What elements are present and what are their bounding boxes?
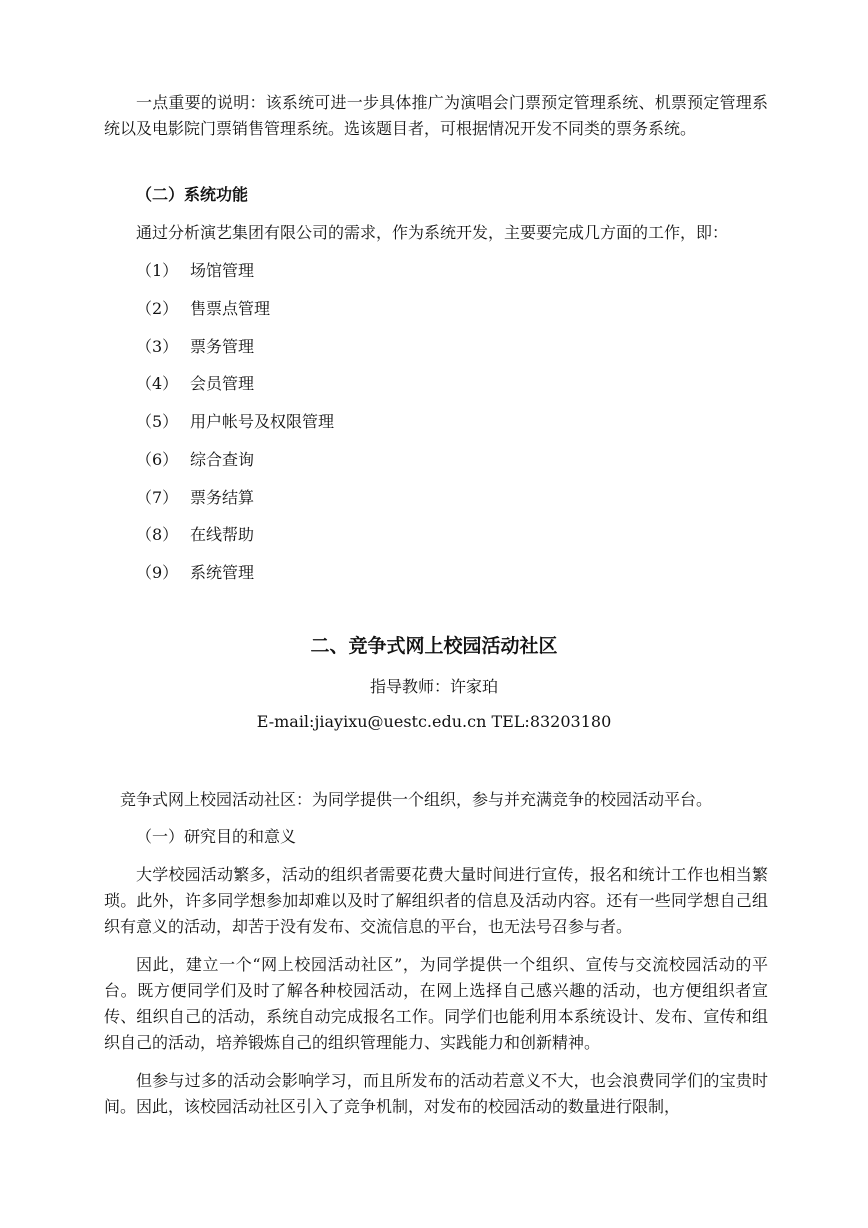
function-item-text: 在线帮助 (190, 525, 255, 544)
project2-paragraph-2: 因此，建立一个“网上校园活动社区”，为同学提供一个组织、宣传与交流校园活动的平台。既方便同学们及时了解各种校园活动，在网上选择自己感兴趣的活动，也方便组织者宣传、组织自己的活动，系统自动完成报名工作。同学们也能利用本系统设计、发布、宣传和组织自己的活动，培养锻炼自己的组织管理能力、实践能力和创新精神。 (104, 955, 768, 1052)
function-item (136, 334, 254, 360)
function-item (136, 258, 254, 284)
function-item (136, 371, 254, 397)
function-item-text: 场馆管理 (190, 261, 255, 280)
function-item (136, 296, 270, 322)
function-item-number: （9） (136, 563, 179, 582)
intro-note-paragraph: 一点重要的说明：该系统可进一步具体推广为演唱会门票预定管理系统、机票预定管理系统以及电影院门票销售管理系统。选该题目者，可根据情况开发不同类的票务系统。 (104, 93, 768, 138)
project2-paragraph-3: 但参与过多的活动会影响学习，而且所发布的活动若意义不大，也会浪费同学们的宝贵时间。因此，该校园活动社区引入了竞争机制，对发布的校园活动的数量进行限制， (104, 1071, 768, 1116)
function-item-number: （1） (136, 261, 179, 280)
function-item (136, 409, 334, 435)
function-item-text: 会员管理 (190, 374, 255, 393)
function-item-text: 综合查询 (190, 450, 255, 469)
project2-title: 二、竞争式网上校园活动社区 (310, 635, 558, 657)
function-item-number: （2） (136, 299, 179, 318)
function-item-text: 系统管理 (190, 563, 255, 582)
function-item-text: 票务结算 (190, 488, 255, 507)
project2-summary: 竞争式网上校园活动社区：为同学提供一个组织，参与并充满竞争的校园活动平台。 (120, 790, 713, 809)
project2-paragraph-1: 大学校园活动繁多，活动的组织者需要花费大量时间进行宣传，报名和统计工作也相当繁琐。此外，许多同学想参加却难以及时了解组织者的信息及活动内容。还有一些同学想自己组织有意义的活动，却苦于没有发布、交流信息的平台，也无法号召参与者。 (104, 865, 768, 936)
function-item-text: 售票点管理 (190, 299, 271, 318)
function-item-text: 票务管理 (190, 337, 255, 356)
function-item-text: 用户帐号及权限管理 (190, 412, 335, 431)
function-item-number: （6） (136, 450, 179, 469)
function-item (136, 447, 254, 473)
project2-contact: E-mail:jiayixu@uestc.edu.cn TEL:83203180 (256, 712, 612, 731)
function-item (136, 485, 254, 511)
function-item-number: （4） (136, 374, 179, 393)
function-item-number: （8） (136, 525, 179, 544)
function-item-number: （3） (136, 337, 179, 356)
function-item (136, 522, 254, 548)
section-functions-lead: 通过分析演艺集团有限公司的需求，作为系统开发，主要要完成几方面的工作，即： (136, 223, 729, 242)
function-item (136, 560, 254, 586)
function-item-number: （5） (136, 412, 179, 431)
project2-subheading: （一）研究目的和意义 (136, 827, 297, 846)
function-item-number: （7） (136, 488, 179, 507)
project2-advisor: 指导教师：许家珀 (369, 677, 498, 696)
section-functions-heading: （二）系统功能 (136, 185, 249, 204)
